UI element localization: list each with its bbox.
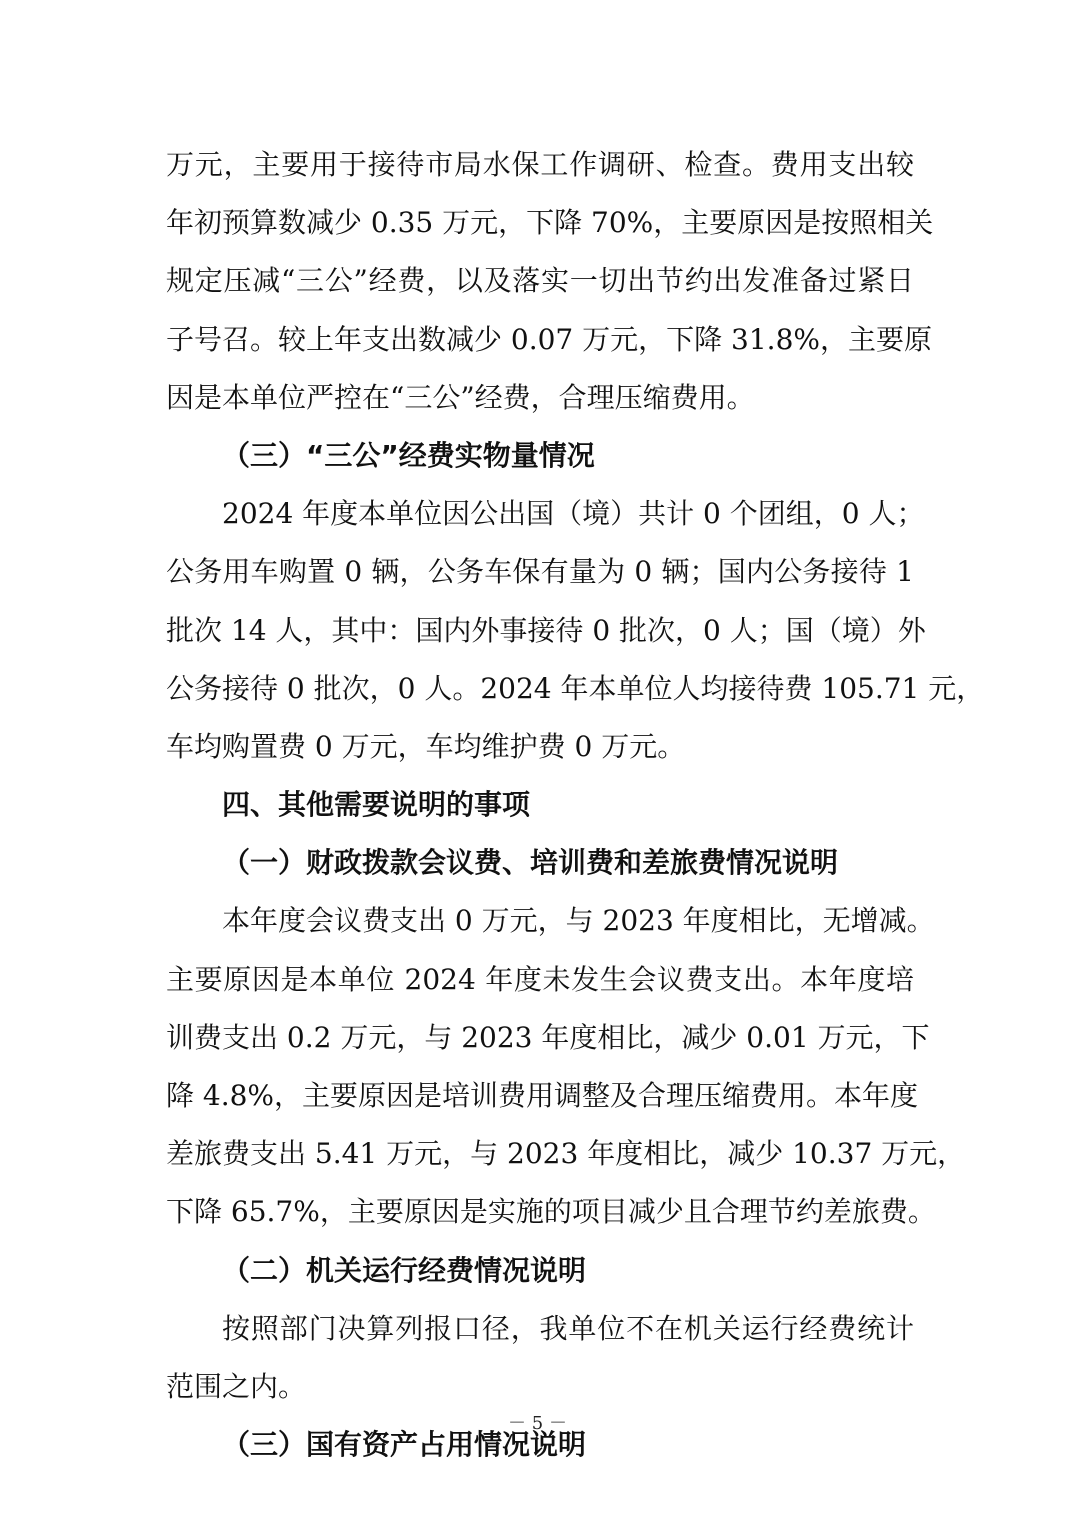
- paragraph-line: 公务接待 0 批次，0 人。2024 年本单位人均接待费 105.71 元，: [166, 671, 985, 705]
- section-heading: （二）机关运行经费情况说明: [222, 1253, 587, 1287]
- page-number: － 5 －: [508, 1413, 567, 1434]
- paragraph-line: 本年度会议费支出 0 万元，与 2023 年度相比，无增减。: [222, 904, 935, 938]
- paragraph-line: 主要原因是本单位 2024 年度未发生会议费支出。本年度培: [166, 962, 914, 996]
- paragraph-line: 降 4.8%，主要原因是培训费用调整及合理压缩费用。本年度: [166, 1079, 919, 1112]
- paragraph-line: 因是本单位严控在“三公”经费，合理压缩费用。: [166, 380, 755, 414]
- chapter-heading: 四、其他需要说明的事项: [222, 788, 531, 822]
- paragraph-line: 车均购置费 0 万元，车均维护费 0 万元。: [166, 729, 686, 763]
- section-heading: （一）财政拨款会议费、培训费和差旅费情况说明: [222, 846, 839, 880]
- paragraph-line: 万元，主要用于接待市局水保工作调研、检查。费用支出较: [166, 148, 914, 181]
- section-heading: （三）“三公”经费实物量情况: [222, 438, 595, 472]
- paragraph-line: 2024 年度本单位因公出国（境）共计 0 个团组，0 人；: [222, 497, 925, 531]
- section-heading: （三）国有资产占用情况说明: [222, 1428, 587, 1462]
- paragraph-line: 训费支出 0.2 万元，与 2023 年度相比，减少 0.01 万元，下: [166, 1020, 930, 1054]
- paragraph-line: 公务用车购置 0 辆，公务车保有量为 0 辆；国内公务接待 1: [166, 555, 914, 589]
- document-body: [166, 136, 985, 1474]
- paragraph-line: 子号召。较上年支出数减少 0.07 万元，下降 31.8%，主要原: [166, 322, 932, 356]
- paragraph-line: 范围之内。: [166, 1369, 307, 1403]
- paragraph-line: 下降 65.7%，主要原因是实施的项目减少且合理节约差旅费。: [166, 1195, 936, 1229]
- paragraph-line: 批次 14 人，其中：国内外事接待 0 批次，0 人；国（境）外: [166, 613, 926, 647]
- paragraph-line: 年初预算数减少 0.35 万元，下降 70%，主要原因是按照相关: [166, 206, 934, 240]
- paragraph-line: 按照部门决算列报口径，我单位不在机关运行经费统计: [222, 1311, 914, 1345]
- paragraph-line: 规定压减“三公”经费，以及落实一切出节约出发准备过紧日: [166, 264, 914, 298]
- paragraph-line: 差旅费支出 5.41 万元，与 2023 年度相比，减少 10.37 万元，: [166, 1137, 966, 1171]
